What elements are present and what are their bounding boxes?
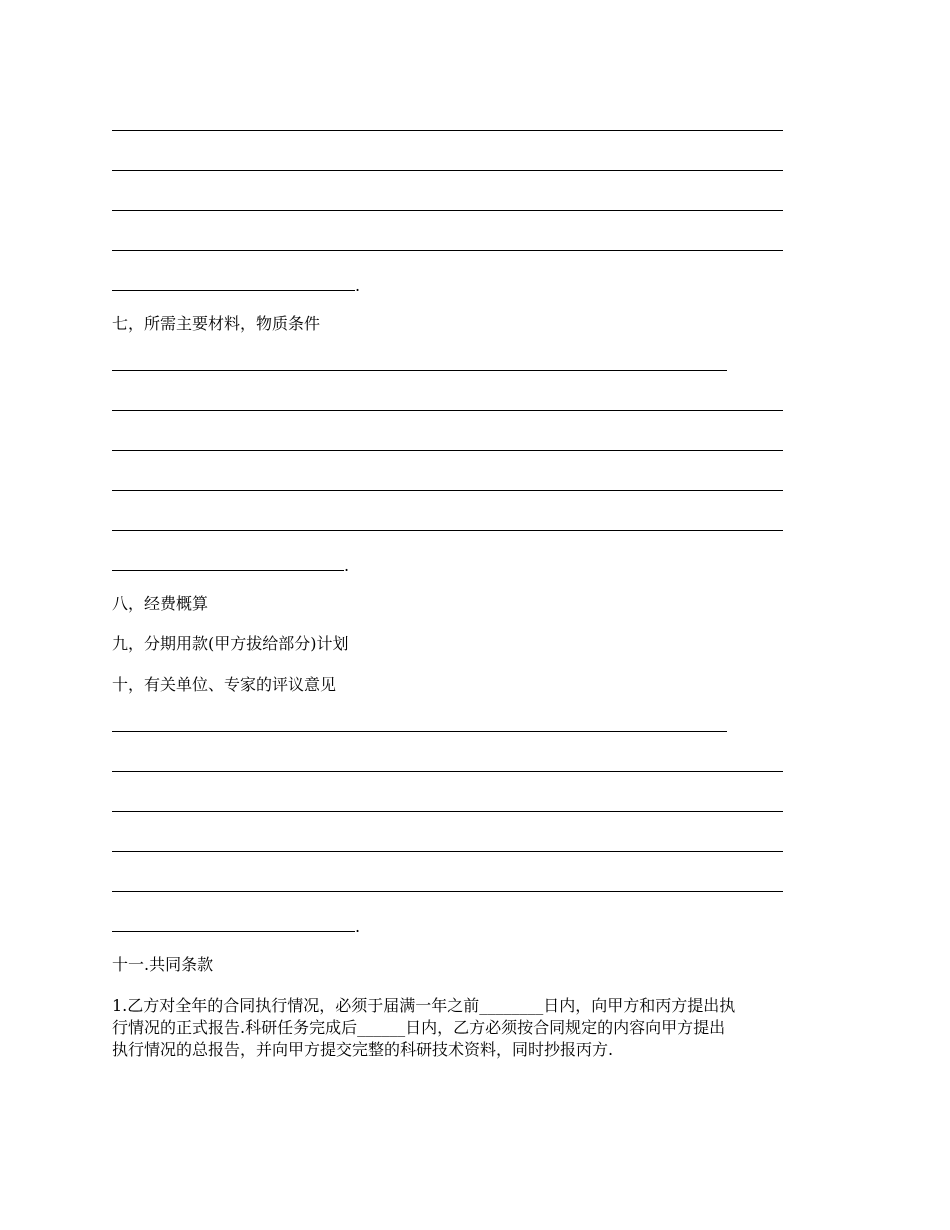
fill-in-line[interactable] [112,931,355,932]
line-end-period: . [344,556,350,575]
fill-in-line[interactable] [112,410,783,411]
fill-in-line[interactable] [112,530,783,531]
section-heading-7: 七，所需主要材料，物质条件 [112,314,321,333]
fill-in-line[interactable] [112,731,727,732]
fill-in-line[interactable] [112,130,783,131]
line-end-period: . [355,917,361,936]
clause-1-line-3: 执行情况的总报告，并向甲方提交完整的科研技术资料，同时抄报丙方. [112,1040,614,1059]
fill-in-line[interactable] [112,250,783,251]
fill-in-line[interactable] [112,490,783,491]
section-heading-10: 十，有关单位、专家的评议意见 [112,675,337,694]
fill-in-line[interactable] [112,891,783,892]
fill-in-line[interactable] [112,290,355,291]
fill-in-line[interactable] [112,811,783,812]
fill-in-line[interactable] [112,370,727,371]
fill-in-line[interactable] [112,771,783,772]
fill-in-line[interactable] [112,170,783,171]
fill-in-line[interactable] [112,450,783,451]
clause-1-line-2: 行情况的正式报告.科研任务完成后______日内，乙方必须按合同规定的内容向甲方提出 [112,1018,726,1037]
section-heading-9: 九，分期用款(甲方拔给部分)计划 [112,634,349,653]
fill-in-line[interactable] [112,570,344,571]
fill-in-line[interactable] [112,851,783,852]
line-end-period: . [355,276,361,295]
section-heading-11: 十一.共同条款 [112,955,214,974]
clause-1-line-1: 1.乙方对全年的合同执行情况，必须于届满一年之前________日内，向甲方和丙方提出执 [112,996,736,1015]
fill-in-line[interactable] [112,210,783,211]
section-heading-8: 八，经费概算 [112,594,209,613]
